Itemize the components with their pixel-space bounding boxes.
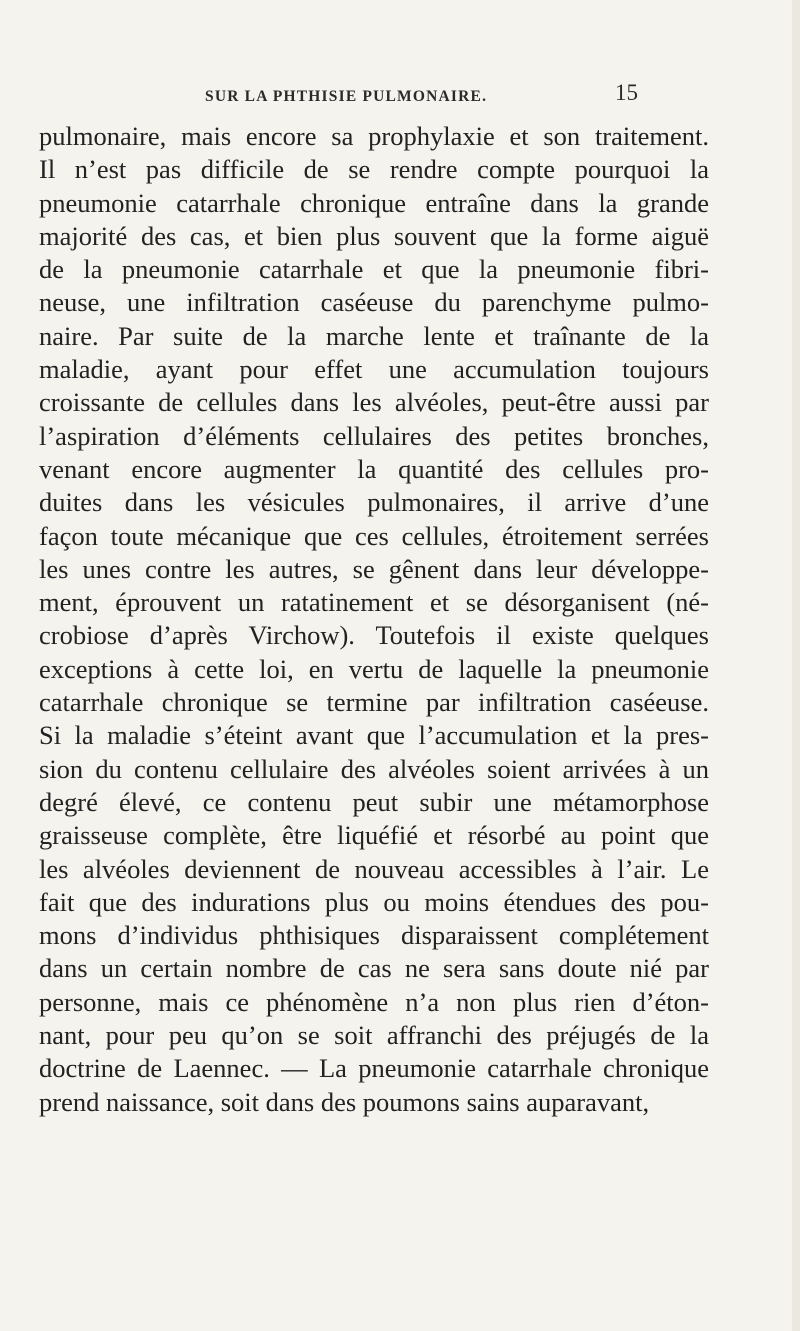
text-line: pulmonaire, mais encore sa prophylaxie et son traitement. <box>39 121 709 151</box>
text-line: personne, mais ce phénomène n’a non plus rien d’éton- <box>39 986 709 1017</box>
text-line: dans un certain nombre de cas ne sera sans doute nié par <box>39 953 709 984</box>
text-line: degré élevé, ce contenu peut subir une métamorphose <box>39 786 709 817</box>
text-line: naire. Par suite de la marche lente et traînante de la <box>39 320 709 351</box>
text-line: ment, éprouvent un ratatinement et se désorganisent (né- <box>39 587 709 618</box>
text-line: fait que des indurations plus ou moins étendues des pou- <box>39 886 709 917</box>
text-line: les unes contre les autres, se gênent dans leur développe- <box>39 553 709 584</box>
text-line: nant, pour peu qu’on se soit affranchi des préjugés de la <box>39 1020 709 1051</box>
text-line: prend naissance, soit dans des poumons sains auparavant, <box>39 1086 650 1117</box>
text-line: maladie, ayant pour effet une accumulation toujours <box>39 354 709 385</box>
text-line: sion du contenu cellulaire des alvéoles soient arrivées à un <box>39 753 709 784</box>
text-line: croissante de cellules dans les alvéoles, peut-être aussi par <box>39 387 709 418</box>
text-line: graisseuse complète, être liquéfié et résorbé au point que <box>39 820 709 851</box>
text-line: pneumonie catarrhale chronique entraîne dans la grande <box>39 187 709 218</box>
text-line: catarrhale chronique se termine par infiltration caséeuse. <box>39 687 709 718</box>
text-line: de la pneumonie catarrhale et que la pneumonie fibri- <box>39 254 709 285</box>
text-line: l’aspiration d’éléments cellulaires des petites bronches, <box>39 420 709 451</box>
running-head: SUR LA PHTHISIE PULMONAIRE. <box>205 88 488 105</box>
page-number: 15 <box>615 80 638 105</box>
text-line: Si la maladie s’éteint avant que l’accumulation et la pres- <box>39 720 709 751</box>
text-line: les alvéoles deviennent de nouveau accessibles à l’air. Le <box>39 853 709 884</box>
text-line: venant encore augmenter la quantité des cellules pro- <box>39 453 709 484</box>
text-line: duites dans les vésicules pulmonaires, il arrive d’une <box>39 487 709 518</box>
text-line: Il n’est pas difficile de se rendre compte pourquoi la <box>39 154 709 185</box>
text-line: majorité des cas, et bien plus souvent que la forme aiguë <box>39 220 709 251</box>
text-line: neuse, une infiltration caséeuse du parenchyme pulmo- <box>39 287 709 318</box>
text-line: crobiose d’après Virchow). Toutefois il existe quelques <box>39 620 709 651</box>
text-line: doctrine de Laennec. — La pneumonie catarrhale chronique <box>39 1053 709 1084</box>
text-line: exceptions à cette loi, en vertu de laquelle la pneumonie <box>39 653 709 684</box>
body-text <box>39 120 709 1119</box>
text-line: façon toute mécanique que ces cellules, étroitement serrées <box>39 520 709 551</box>
page-edge <box>792 0 800 1331</box>
page-header <box>205 80 665 114</box>
text-line: mons d’individus phthisiques disparaissent complétement <box>39 920 709 951</box>
